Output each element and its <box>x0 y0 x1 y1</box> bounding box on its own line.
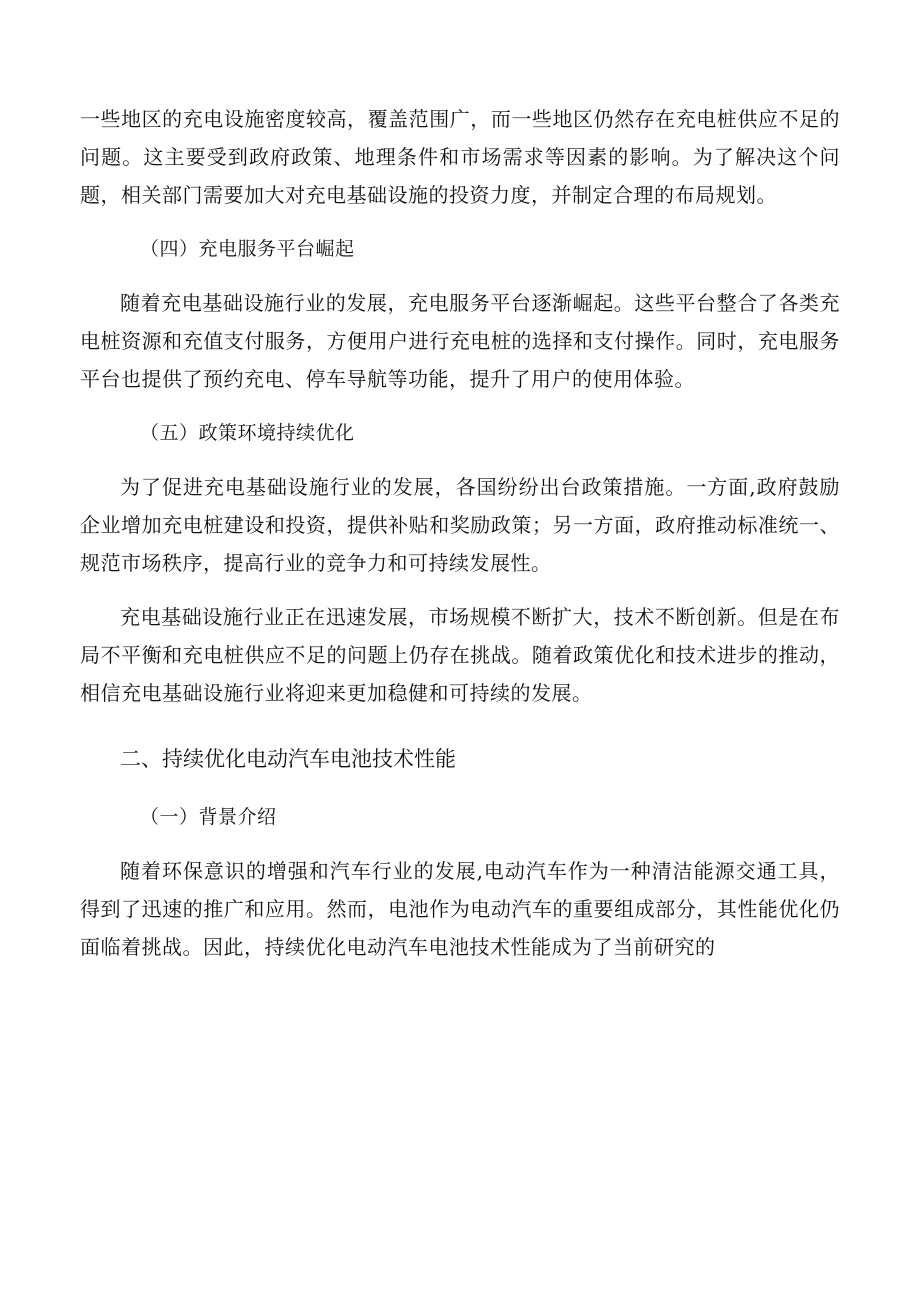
subheading-policy-environment: （五）政策环境持续优化 <box>140 422 355 444</box>
paragraph-industry-summary: 充电基础设施行业正在迅速发展，市场规模不断扩大，技术不断创新。但是在布局不平衡和充电桩供应不足的问题上仍存在挑战。随着政策优化和技术进步的推动，相信充电基础设施行业将迎来更加稳健和可持续的发展。 <box>80 605 840 705</box>
paragraph-background: 随着环保意识的增强和汽车行业的发展,电动汽车作为一种清洁能源交通工具，得到了迅速的推广和应用。然而，电池作为电动汽车的重要组成部分，其性能优化仍面临着挑战。因此，持续优化电动汽车电池技术性能成为了当前研究的 <box>80 859 840 959</box>
paragraph-charging-density: 一些地区的充电设施密度较高，覆盖范围广，而一些地区仍然存在充电桩供应不足的问题。这主要受到政府政策、地理条件和市场需求等因素的影响。为了解决这个问题，相关部门需要加大对充电基础设施的投资力度，并制定合理的布局规划。 <box>80 107 840 207</box>
paragraph-policy-environment: 为了促进充电基础设施行业的发展，各国纷纷出台政策措施。一方面,政府鼓励企业增加充电桩建设和投资，提供补贴和奖励政策；另一方面，政府推动标准统一、规范市场秩序，提高行业的竞争力和可持续发展性。 <box>80 475 840 575</box>
subheading-charging-platform: （四）充电服务平台崛起 <box>140 238 355 260</box>
subheading-background: （一）背景介绍 <box>140 806 277 828</box>
section-heading-battery: 二、持续优化电动汽车电池技术性能 <box>120 747 456 771</box>
paragraph-charging-platform: 随着充电基础设施行业的发展，充电服务平台逐渐崛起。这些平台整合了各类充电桩资源和充值支付服务，方便用户进行充电桩的选择和支付操作。同时，充电服务平台也提供了预约充电、停车导航等功能，提升了用户的使用体验。 <box>80 291 840 391</box>
